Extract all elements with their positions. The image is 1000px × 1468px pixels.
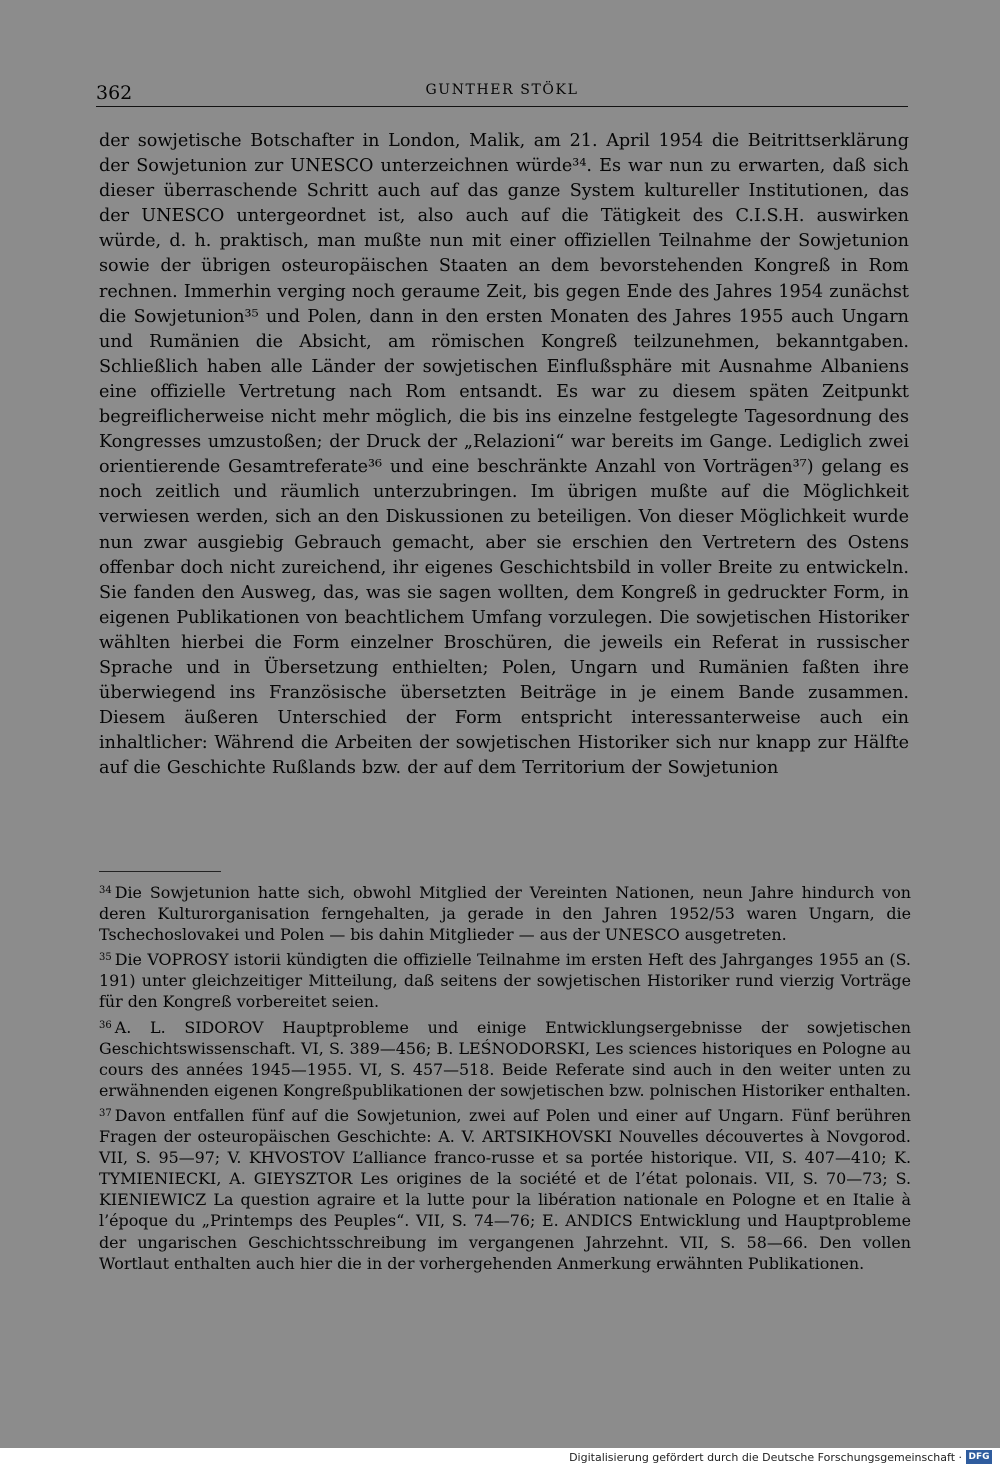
footnote-mark: 36 [99,1019,112,1031]
footnote-text: Davon entfallen fünf auf die Sowjetunion, zwei auf Polen und einer auf Ungarn. Fünf berühren Fragen der osteuropäischen Geschichte: A. V. ARTSIKHOVSKI Nouvelles découvertes à Novgorod. VII, S. 95—97; V. KHVOSTOV L’alliance franco-russe et sa portée historique. VII, S. 407—410; K. TYMIENIECKI, A. GIEYSZTOR Les origines de la société et de l’état polonais. VII, S. 70—73; S. KIENIEWICZ La question agraire et la lutte pour la libération nationale en Pologne et en Italie à l’époque du „Printemps des Peuples“. VII, S. 74—76; E. ANDICS Entwicklung und Hauptprobleme der ungarischen Geschichtsschreibung im vergangenen Jahrzehnt. VII, S. 58—66. Den vollen Wortlaut enthalten auch hier die in der vorhergehenden Anmerkung erwähnten Publikationen. [99,1105,911,1273]
running-title: GUNTHER STÖKL [425,82,579,98]
running-head [96,80,908,107]
page-number: 362 [96,82,133,104]
footnote-text: A. L. SIDOROV Hauptprobleme und einige Entwicklungsergebnisse der sowjetischen Geschichtswissenschaft. VI, S. 389—456; B. LEŚNODORSKI, Les sciences historiques en Pologne au cours des années 1945—1955. VI, S. 457—518. Beide Referate sind auch in den weiter unten zu erwähnenden eigenen Kongreßpublikationen der sowjetischen bzw. polnischen Historiker enthalten. [99,1017,911,1100]
body-paragraph: der sowjetische Botschafter in London, Malik, am 21. April 1954 die Beitrittserklärung der Sowjetunion zur UNESCO unterzeichnen würde³⁴. Es war nun zu erwarten, daß sich dieser überraschende Schritt auch auf das ganze System kultureller Institutionen, das der UNESCO untergeordnet ist, also auch auf die Tätigkeit des C.I.S.H. auswirken würde, d. h. praktisch, man mußte nun mit einer offiziellen Teilnahme der Sowjetunion sowie der übrigen osteuropäischen Staaten an dem bevorstehenden Kongreß in Rom rechnen. Immerhin verging noch geraume Zeit, bis gegen Ende des Jahres 1954 zunächst die Sowjetunion³⁵ und Polen, dann in den ersten Monaten des Jahres 1955 auch Ungarn und Rumänien die Absicht, am römischen Kongreß teilzunehmen, bekanntgaben. Schließlich haben alle Länder der sowjetischen Einflußsphäre mit Ausnahme Albaniens eine offizielle Vertretung nach Rom entsandt. Es war zu diesem späten Zeitpunkt begreiflicherweise nicht mehr möglich, die bis ins einzelne festgelegte Tagesordnung des Kongresses umzustoßen; der Druck der „Relazioni“ war bereits im Gange. Lediglich zwei orientierende Gesamtreferate³⁶ und eine beschränkte Anzahl von Vorträgen³⁷) gelang es noch zeitlich und räumlich unterzubringen. Im übrigen mußte auf die Möglichkeit verwiesen werden, sich an den Diskussionen zu beteiligen. Von dieser Möglichkeit wurde nun zwar ausgiebig Gebrauch gemacht, aber sie erschien den Vertretern des Ostens offenbar doch nicht zureichend, ihr eigenes Geschichtsbild in voller Breite zu entwickeln. Sie fanden den Ausweg, das, was sie sagen wollten, dem Kongreß in gedruckter Form, in eigenen Publikationen von beachtlichem Umfang vorzulegen. Die sowjetischen Historiker wählten hierbei die Form einzelner Broschüren, die jeweils ein Referat in russischer Sprache und in Übersetzung enthielten; Polen, Ungarn und Rumänien faßten ihre überwiegend ins Französische übersetzten Beiträge in je einem Bande zusammen. Diesem äußeren Unterschied der Form entspricht interessanterweise auch ein inhaltlicher: Während die Arbeiten der sowjetischen Historiker sich nur knapp zur Hälfte auf die Geschichte Rußlands bzw. der auf dem Territorium der Sowjetunion [99,131,909,779]
main-text [99,129,909,781]
footnote-36 [99,1015,911,1101]
footnote-35 [99,947,911,1012]
footnote-text: Die VOPROSY istorii kündigten die offizielle Teilnahme im ersten Heft des Jahrganges 1955 an (S. 191) unter gleichzeitiger Mitteilung, daß seitens der sowjetischen Historiker rund vierzig Vorträge für den Kongreß vorbereitet seien. [99,950,911,1012]
footnote-text: Die Sowjetunion hatte sich, obwohl Mitglied der Vereinten Nationen, neun Jahre hindurch von deren Kulturorganisation ferngehalten, ja gerade in den Jahren 1952/53 waren Ungarn, die Tschechoslovakei und Polen — bis dahin Mitglieder — aus der UNESCO ausgetreten. [99,883,911,945]
footnote-mark: 34 [99,885,112,896]
footnote-separator [99,871,221,872]
funding-notice: Digitalisierung gefördert durch die Deutsche Forschungsgemeinschaft · [569,1451,962,1464]
digitization-footer [0,1448,1000,1468]
footnote-mark: 35 [99,952,112,964]
dfg-logo: DFG [966,1450,992,1464]
footnotes [99,880,911,1276]
footnote-mark: 37 [99,1107,112,1119]
footnote-37 [99,1103,911,1274]
footnote-34 [99,880,911,945]
